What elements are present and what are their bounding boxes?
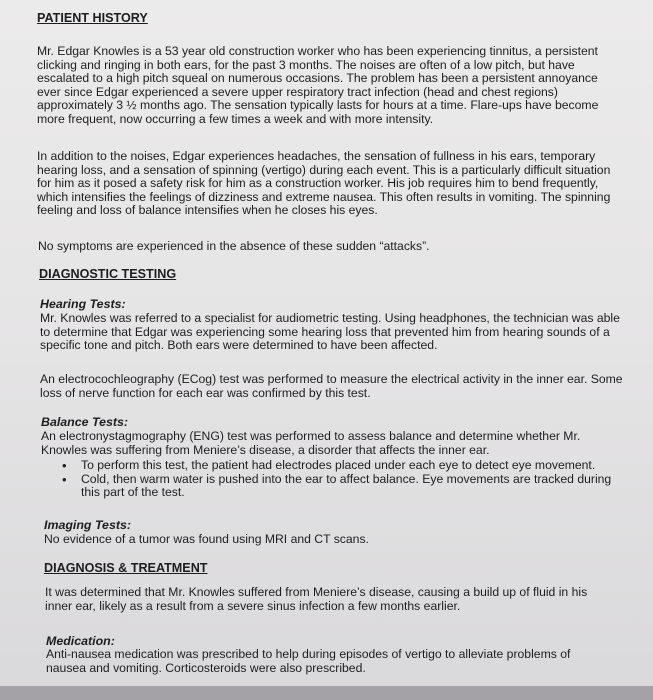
ecog-paragraph: An electrocochleography (ECog) test was performed to measure the electrical activity in the inner ear. Some loss of nerve function for each ear was confirmed by this test. <box>40 372 623 400</box>
bottom-edge-strip <box>0 686 653 700</box>
patient-history-paragraph-2: In addition to the noises, Edgar experiences headaches, the sensation of fullness in his ears, temporary hearing loss, and a sensation of spinning (vertigo) during each event. This is a particularly difficult situation for him as it posed a safety risk for him as a construction worker. His job requires him to bend frequently, which intensifies the feelings of dizziness and extreme nausea. This often results in vomiting. The spinning feeling and loss of balance intensifies when he closes his eyes. <box>37 149 611 218</box>
list-item: • Cold, then warm water is pushed into the ear to affect balance. Eye movements are tracked during this part of the test. <box>44 473 624 500</box>
diagnosis-paragraph: It was determined that Mr. Knowles suffered from Meniere’s disease, causing a build up of fluid in his inner ear, likely as a result from a severe sinus infection a few months earlier. <box>45 585 588 613</box>
list-item: • To perform this test, the patient had electrodes placed under each eye to detect eye movement. <box>44 459 624 473</box>
medication-title: Medication: <box>46 634 115 648</box>
patient-history-paragraph-1: Mr. Edgar Knowles is a 53 year old construction worker who has been experiencing tinnitus, a persistent clicking and ringing in both ears, for the past 3 months. The noises are often of a low pitch, but have escalated to a high pitch squeal on numerous occasions. The problem has been a persistent annoyance ever since Edgar experienced a severe upper respiratory tract infection (head and chest regions) approximately 3 ½ months ago. The sensation typically lasts for hours at a time. Flare-ups have become more frequent, now occurring a few times a week and with more intensity. <box>37 44 599 126</box>
balance-tests-paragraph: An electronystagmography (ENG) test was performed to assess balance and determine whether Mr. Knowles was suffering from Meniere’s disease, a disorder that affects the inner ear. <box>41 429 581 457</box>
imaging-tests-title: Imaging Tests: <box>44 518 131 532</box>
patient-history-heading: PATIENT HISTORY <box>37 11 148 25</box>
diagnostic-testing-heading: DIAGNOSTIC TESTING <box>39 267 177 281</box>
balance-tests-list <box>44 459 624 500</box>
hearing-tests-paragraph: Mr. Knowles was referred to a specialist for audiometric testing. Using headphones, the technician was able to determine that Edgar was experiencing some hearing loss that prevented him from hearing sounds of a specific tone and pitch. Both ears were determined to have been affected. <box>40 311 620 353</box>
balance-tests-title: Balance Tests: <box>41 415 129 429</box>
hearing-tests-title: Hearing Tests: <box>40 297 126 311</box>
medication-paragraph: Anti-nausea medication was prescribed to help during episodes of vertigo to alleviate problems of nausea and vomiting. Corticosteroids were also prescribed. <box>46 647 571 675</box>
patient-history-paragraph-3: No symptoms are experienced in the absence of these sudden “attacks”. <box>38 239 430 253</box>
diagnosis-treatment-heading: DIAGNOSIS & TREATMENT <box>44 561 208 575</box>
imaging-tests-paragraph: No evidence of a tumor was found using MRI and CT scans. <box>44 532 369 546</box>
